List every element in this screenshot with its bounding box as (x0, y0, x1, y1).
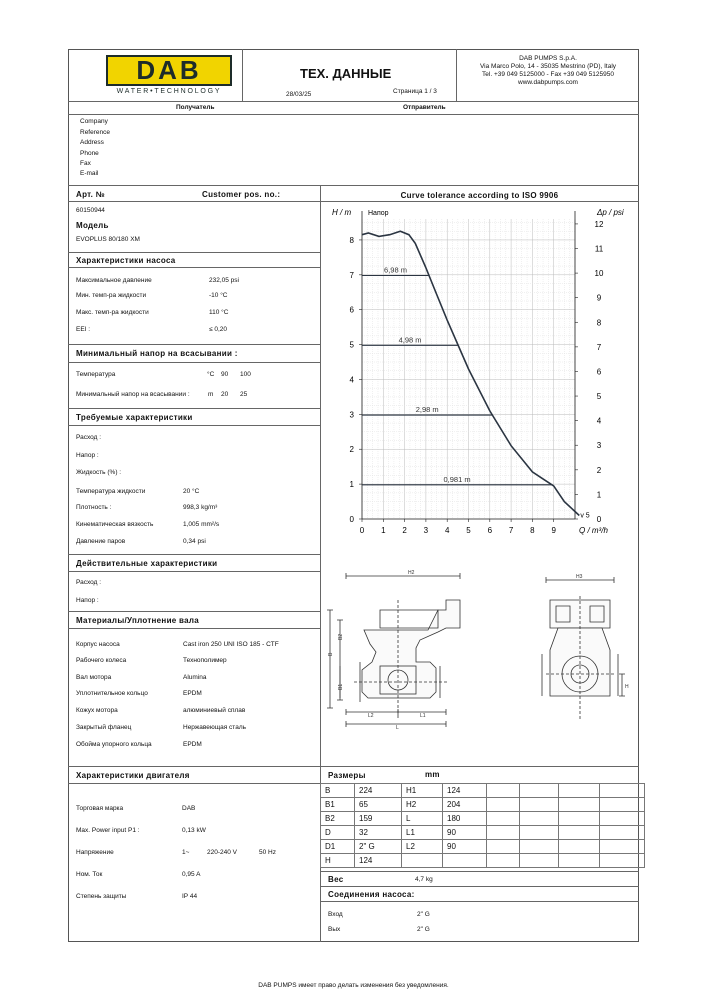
material-label: Вал мотора (76, 674, 112, 681)
y-tick-label: 2 (349, 445, 354, 455)
x-tick-label: 4 (444, 526, 450, 535)
dimensions-title: Размеры (328, 771, 366, 780)
cell: 90 (443, 840, 487, 854)
cell: 32 (355, 826, 402, 840)
motor-label: Max. Power input P1 : (76, 827, 140, 834)
cell: 124 (355, 854, 402, 868)
field-address: Address (80, 139, 104, 146)
isoline-label: 6,98 m (384, 265, 407, 275)
customer-pos-label: Customer pos. no.: (202, 190, 281, 199)
dimensions-table (320, 783, 645, 868)
field-fax: Fax (80, 160, 91, 167)
dim-label-h2: H2 (408, 570, 415, 576)
model-name: EVOPLUS 80/180 XM (76, 236, 140, 243)
cell: 180 (443, 812, 487, 826)
suction-v2: 100 (240, 371, 251, 378)
cell: 2" G (355, 840, 402, 854)
motor-voltage: 220-240 V (207, 849, 237, 856)
cell: L2 (402, 840, 443, 854)
art-number: 60150944 (76, 207, 105, 214)
field-email: E-mail (80, 170, 99, 177)
dim-label-b2: B2 (338, 633, 344, 640)
y2-tick-label: 1 (596, 490, 602, 500)
y-tick-label: 8 (349, 235, 354, 245)
isoline-label: 4,98 m (398, 335, 422, 345)
receiver-label: Получатель (176, 104, 215, 111)
y2-tick-label: 12 (594, 219, 604, 229)
date: 28/03/25 (286, 91, 312, 98)
cell: L1 (402, 826, 443, 840)
motor-value: 0,13 kW (182, 827, 206, 834)
cell: B (321, 784, 355, 798)
material-value: EPDM (183, 741, 202, 748)
cell (402, 854, 443, 868)
divider (456, 49, 457, 101)
material-label: Обойма упорного кольца (76, 741, 152, 748)
cell: 124 (443, 784, 487, 798)
material-label: Рабочего колеса (76, 657, 127, 664)
suction-v1: 90 (221, 371, 229, 378)
table-row (321, 798, 645, 812)
material-value: EPDM (183, 690, 202, 697)
pump-row-label: Максимальное давление (76, 277, 152, 284)
weight-value: 4,7 kg (415, 876, 433, 883)
suction-unit: m (208, 391, 214, 398)
page-number: Страница 1 / 3 (393, 88, 437, 95)
y-tick-label: 6 (349, 305, 354, 315)
y-tick-label: 5 (349, 340, 354, 350)
motor-label: Ном. Ток (76, 871, 103, 878)
required-value: 998,3 kg/m³ (183, 504, 218, 511)
required-label: Давление паров (76, 538, 126, 545)
motor-value: 1~ (182, 849, 190, 856)
cell: 224 (355, 784, 402, 798)
dim-label-h: H (625, 684, 629, 690)
isoline-label: 0,981 m (443, 474, 471, 484)
required-title: Требуемые характеристики (76, 413, 193, 422)
cell: L (402, 812, 443, 826)
actual-label: Напор : (76, 597, 99, 604)
cell: H2 (402, 798, 443, 812)
x-axis-label: Q / m³/h (579, 526, 608, 535)
required-value: 1,005 mm²/s (183, 521, 220, 528)
cell: H1 (402, 784, 443, 798)
dim-label-l2: L2 (368, 713, 374, 719)
company-line: Via Marco Polo, 14 - 35035 Mestrino (PD), Italy (479, 63, 617, 70)
divider (242, 49, 243, 101)
suction-label: Минимальный напор на всасывании : (76, 391, 190, 398)
performance-chart (320, 201, 639, 541)
y2-tick-label: 10 (594, 269, 604, 279)
cell: 204 (443, 798, 487, 812)
page-title: ТЕХ. ДАННЫЕ (300, 66, 392, 81)
table-row (321, 784, 645, 798)
required-label: Кинематическая вязкость (76, 521, 154, 528)
suction-unit: °C (207, 371, 215, 378)
company-line: DAB PUMPS S.p.A. (519, 55, 577, 62)
art-label: Арт. № (76, 190, 105, 199)
material-value: Cast iron 250 UNI ISO 185 - CTF (183, 641, 279, 648)
cell: H (321, 854, 355, 868)
pump-row-value: -10 °C (209, 292, 228, 299)
pump-row-label: Мин. темп-ра жидкости (76, 292, 147, 299)
x-tick-label: 2 (402, 526, 407, 535)
y2-tick-label: 0 (596, 515, 602, 524)
dim-label-l: L (396, 725, 399, 731)
required-value: 0,34 psi (183, 538, 206, 545)
x-tick-label: 3 (423, 526, 429, 535)
receiver-fields (80, 118, 110, 178)
motor-title: Характеристики двигателя (76, 771, 190, 780)
curve-end-label: v 5 (580, 512, 590, 520)
table-row (321, 812, 645, 826)
y-axis-label: H / m (332, 208, 352, 217)
table-row (321, 854, 645, 868)
cell: 159 (355, 812, 402, 826)
material-label: Уплотнительное кольцо (76, 690, 148, 697)
outlet-label: Вых (328, 926, 341, 933)
pump-chars-title: Характеристики насоса (76, 256, 176, 265)
y-tick-label: 1 (349, 480, 354, 490)
table-row (321, 826, 645, 840)
material-label: Кожух мотора (76, 707, 118, 714)
y-tick-label: 7 (349, 270, 354, 280)
field-reference: Reference (80, 129, 110, 136)
x-tick-label: 1 (381, 526, 386, 535)
x-tick-label: 7 (508, 526, 514, 535)
suction-v1: 20 (221, 391, 229, 398)
logo-wordmark: DAB (136, 55, 202, 85)
y2-tick-label: 2 (596, 465, 602, 475)
dim-label-h3: H3 (576, 574, 583, 580)
required-label: Температура жидкости (76, 488, 146, 495)
weight-label: Вес (328, 875, 344, 884)
chart-title: Curve tolerance according to ISO 9906 (400, 191, 559, 200)
material-value: Alumina (183, 674, 207, 681)
y-tick-label: 3 (349, 410, 354, 420)
cell (443, 854, 487, 868)
divider (68, 101, 639, 102)
company-link[interactable]: www.dabpumps.com (518, 79, 578, 86)
x-tick-label: 6 (487, 526, 493, 535)
sender-label: Отправитель (403, 104, 446, 111)
cell: 90 (443, 826, 487, 840)
pump-row-label: Макс. темп-ра жидкости (76, 309, 149, 316)
inlet-value: 2" G (417, 911, 430, 918)
y-tick-label: 0 (349, 515, 354, 524)
motor-label: Степень защиты (76, 893, 127, 900)
company-address (458, 55, 638, 87)
required-label: Напор : (76, 452, 99, 459)
pump-row-label: EEI : (76, 326, 91, 333)
y2-tick-label: 9 (596, 293, 602, 303)
table-row (321, 840, 645, 854)
dim-label-b: B (328, 652, 334, 656)
cell: D (321, 826, 355, 840)
pump-row-value: 232,05 psi (209, 277, 239, 284)
required-label: Жидкость (%) : (76, 469, 122, 476)
x-tick-label: 8 (530, 526, 535, 535)
material-label: Корпус насоса (76, 641, 120, 648)
connections-title: Соединения насоса: (328, 890, 415, 899)
material-value: Технополимер (183, 657, 227, 664)
y-tick-label: 4 (349, 375, 354, 385)
motor-value: DAB (182, 805, 196, 812)
inlet-label: Вход (328, 911, 343, 918)
pump-row-value: 110 °C (209, 309, 229, 316)
motor-label: Торговая марка (76, 805, 124, 812)
motor-value: IP 44 (182, 893, 198, 900)
material-value: алюминиевый сплав (183, 707, 246, 714)
required-label: Расход : (76, 434, 102, 441)
x-tick-label: 9 (551, 526, 556, 535)
pump-drawing (320, 570, 639, 766)
cell: B2 (321, 812, 355, 826)
dim-label-l1: L1 (420, 713, 426, 719)
suction-label: Температура (76, 371, 116, 378)
materials-title: Материалы/Уплотнение вала (76, 616, 200, 625)
pump-row-value: ≤ 0,20 (209, 326, 228, 333)
y2-tick-label: 8 (596, 318, 602, 328)
required-label: Плотность : (76, 504, 112, 511)
y2-tick-label: 5 (596, 392, 602, 402)
x-tick-label: 5 (466, 526, 471, 535)
actual-title: Действительные характеристики (76, 559, 218, 568)
isoline-label: 2,98 m (415, 405, 439, 415)
footer-note: DAB PUMPS имеет право делать изменения без уведомления. (258, 982, 449, 989)
motor-label: Напряжение (76, 849, 114, 856)
y2-axis-label: Δp / psi (597, 208, 624, 217)
motor-value: 0,95 A (182, 871, 201, 878)
series-label: Напор (368, 210, 389, 217)
logo-tagline: WATER•TECHNOLOGY (116, 88, 222, 95)
suction-title: Минимальный напор на всасывании : (76, 349, 238, 358)
material-value: Нержавеющая сталь (183, 724, 246, 731)
field-company: Company (80, 118, 108, 125)
cell: 65 (355, 798, 402, 812)
y2-tick-label: 11 (594, 244, 604, 254)
dim-label-b1: B1 (338, 683, 344, 690)
field-phone: Phone (80, 150, 99, 157)
y2-tick-label: 6 (596, 367, 602, 377)
y2-tick-label: 4 (596, 416, 602, 426)
y2-tick-label: 7 (596, 342, 602, 352)
cell: B1 (321, 798, 355, 812)
y2-tick-label: 3 (596, 441, 602, 451)
suction-v2: 25 (240, 391, 248, 398)
dab-logo (106, 55, 232, 99)
actual-label: Расход : (76, 579, 102, 586)
motor-frequency: 50 Hz (259, 849, 276, 856)
x-tick-label: 0 (359, 526, 365, 535)
required-value: 20 °C (183, 488, 200, 495)
cell: D1 (321, 840, 355, 854)
company-line: Tel. +39 049 5125000 - Fax +39 049 5125950 (482, 71, 614, 78)
material-label: Закрытый фланец (76, 724, 132, 731)
model-label: Модель (76, 221, 109, 230)
outlet-value: 2" G (417, 926, 430, 933)
dimensions-unit: mm (425, 770, 440, 779)
